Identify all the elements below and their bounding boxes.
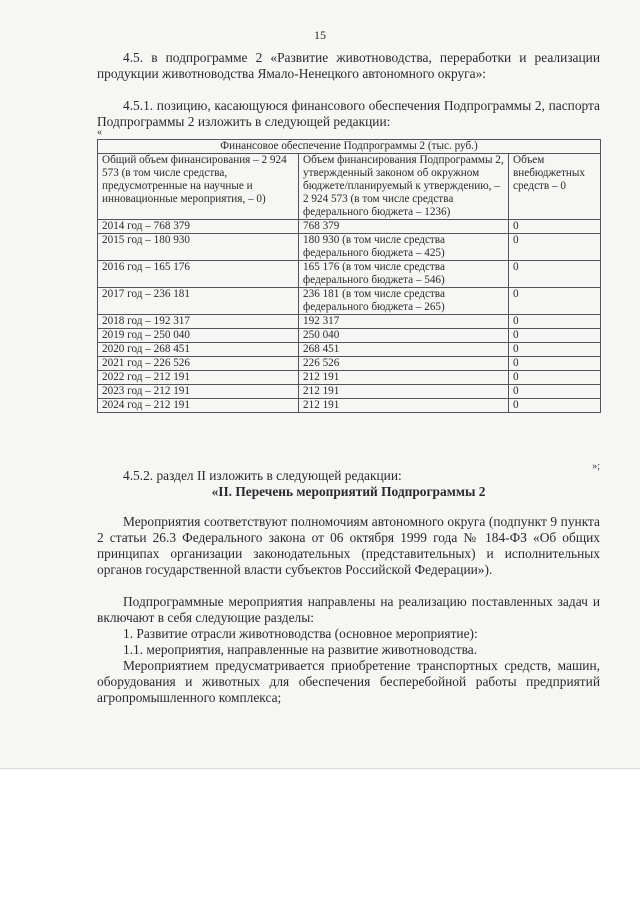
year-total: 2021 год – 226 526 [98,357,299,371]
extrabudget-amount: 0 [509,371,601,385]
section-title: «II. Перечень мероприятий Подпрограммы 2 [211,484,486,499]
table-row [98,399,601,413]
year-total: 2024 год – 212 191 [98,399,299,413]
paragraph-4-5: 4.5. в подпрограмме 2 «Развитие животноводства, переработки и реализации продукции животноводства Ямало-Ненецкого автономного округа»: [97,50,600,81]
paragraph-3: 1. Развитие отрасли животноводства (основное мероприятие): [123,626,478,641]
extrabudget-amount: 0 [509,399,601,413]
open-quote: « [97,127,102,138]
header-extrabudget: Объем внебюджетных средств – 0 [509,154,601,220]
paragraph-4-5-2: 4.5.2. раздел II изложить в следующей редакции: [123,468,402,483]
table-row [98,288,601,315]
year-total: 2014 год – 768 379 [98,220,299,234]
table-row [98,385,601,399]
budget-amount: 226 526 [299,357,509,371]
paragraph-4: 1.1. мероприятия, направленные на развитие животноводства. [123,642,478,657]
budget-amount: 768 379 [299,220,509,234]
header-budget: Объем финансирования Подпрограммы 2, утвержденный законом об окружном бюджете/планируемый к утверждению, – 2 924 573 (в том числе средства федерального бюджета – 1236) [299,154,509,220]
extrabudget-amount: 0 [509,234,601,261]
table-header-row [98,154,601,220]
extrabudget-amount: 0 [509,315,601,329]
paragraph-1: Мероприятия соответствуют полномочиям автономного округа (подпункт 9 пункта 2 статьи 26.3 Федерального закона от 06 октября 1999 года № 184-ФЗ «Об общих принципах организации законодательных (представительных) и исполнительных органов государственной власти субъектов Российской Федерации»). [97,514,600,577]
extrabudget-amount: 0 [509,343,601,357]
budget-amount: 165 176 (в том числе средства федерального бюджета – 546) [299,261,509,288]
year-total: 2015 год – 180 930 [98,234,299,261]
budget-amount: 212 191 [299,385,509,399]
extrabudget-amount: 0 [509,385,601,399]
page-number: 15 [314,28,326,42]
budget-amount: 250 040 [299,329,509,343]
extrabudget-amount: 0 [509,220,601,234]
table-row [98,371,601,385]
paragraph-5: Мероприятием предусматривается приобретение транспортных средств, машин, оборудования и животных для обеспечения бесперебойной работы предприятий агропромышленного комплекса; [97,658,600,705]
year-total: 2018 год – 192 317 [98,315,299,329]
extrabudget-amount: 0 [509,357,601,371]
financing-table [97,139,601,413]
paragraph-4-5-1: 4.5.1. позицию, касающуюся финансового обеспечения Подпрограммы 2, паспорта Подпрограммы 2 изложить в следующей редакции: [97,98,600,129]
extrabudget-amount: 0 [509,329,601,343]
table-row [98,234,601,261]
year-total: 2017 год – 236 181 [98,288,299,315]
budget-amount: 268 451 [299,343,509,357]
table-row [98,343,601,357]
extrabudget-amount: 0 [509,261,601,288]
header-total: Общий объем финансирования – 2 924 573 (в том числе средства, предусмотренные на научные и инновационные мероприятия, – 0) [98,154,299,220]
year-total: 2019 год – 250 040 [98,329,299,343]
budget-amount: 180 930 (в том числе средства федерального бюджета – 425) [299,234,509,261]
extrabudget-amount: 0 [509,288,601,315]
table-row [98,220,601,234]
year-total: 2023 год – 212 191 [98,385,299,399]
table-row [98,315,601,329]
year-total: 2022 год – 212 191 [98,371,299,385]
paragraph-2: Подпрограммные мероприятия направлены на реализацию поставленных задач и включают в себя следующие разделы: [97,594,600,625]
budget-amount: 212 191 [299,399,509,413]
table-row [98,329,601,343]
year-total: 2016 год – 165 176 [98,261,299,288]
budget-amount: 236 181 (в том числе средства федерального бюджета – 265) [299,288,509,315]
close-quote: »; [592,461,600,472]
year-total: 2020 год – 268 451 [98,343,299,357]
table-title: Финансовое обеспечение Подпрограммы 2 (тыс. руб.) [98,140,601,154]
table-row [98,357,601,371]
table-row [98,261,601,288]
budget-amount: 212 191 [299,371,509,385]
budget-amount: 192 317 [299,315,509,329]
